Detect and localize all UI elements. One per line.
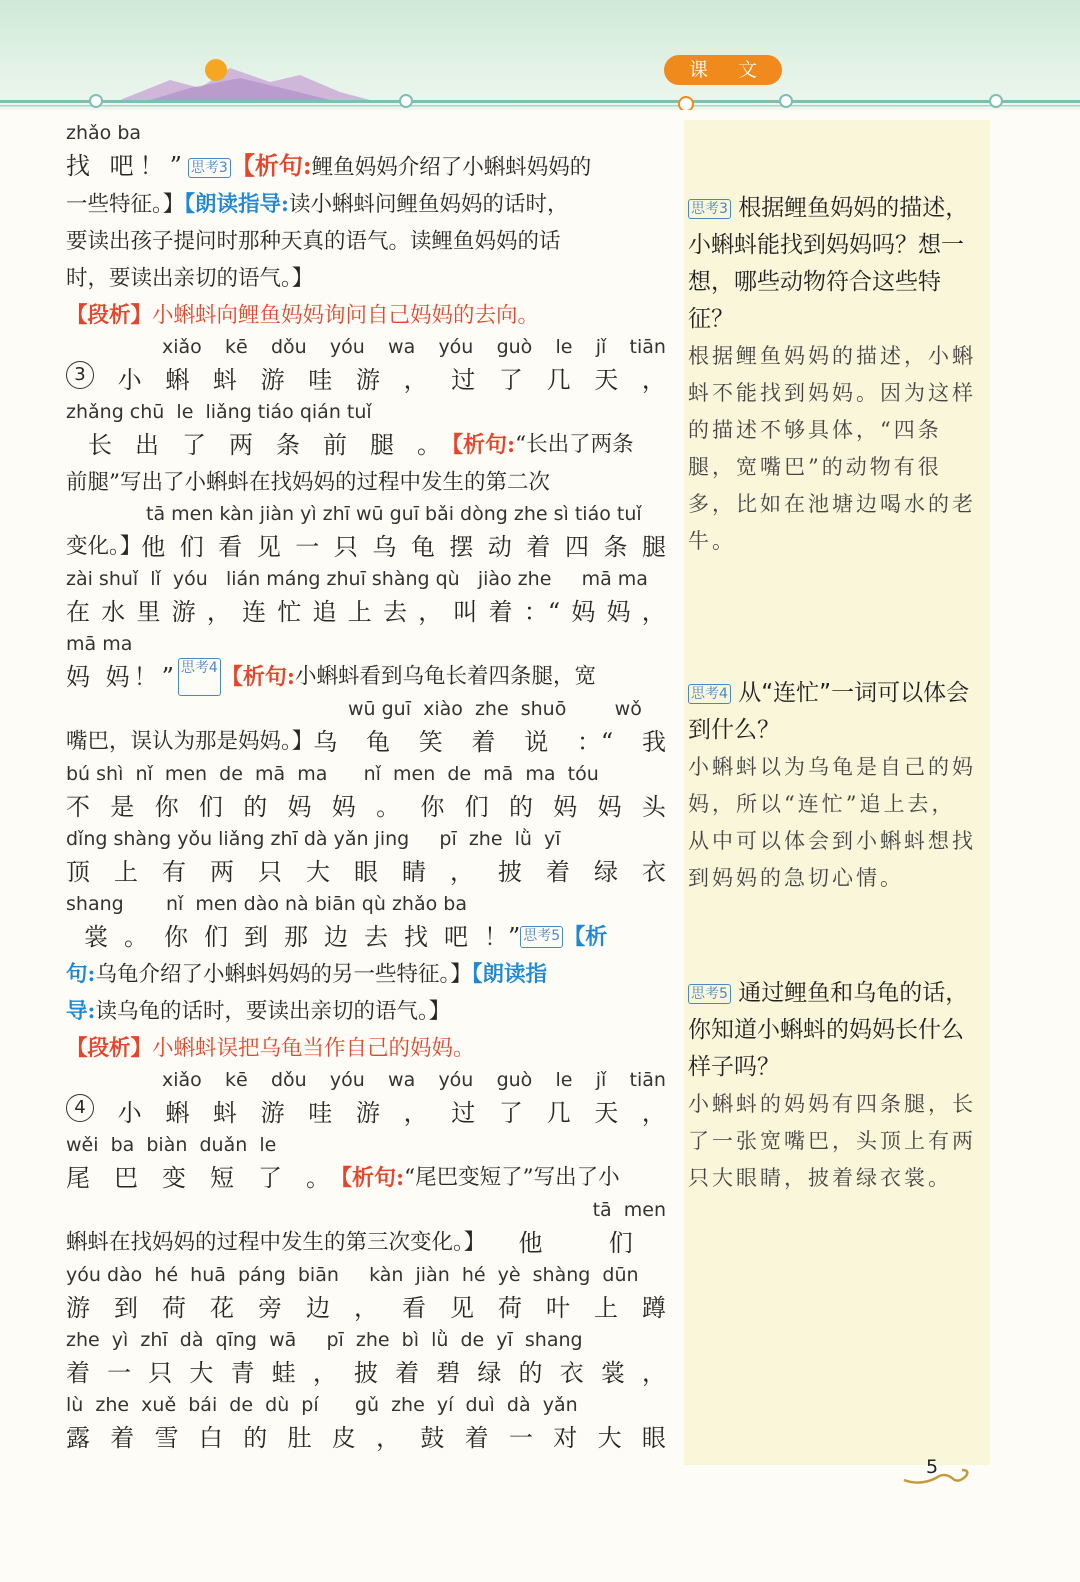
hanzi-char: 他	[141, 533, 166, 561]
paragraph-analysis-text: 小蝌蚪误把乌龟当作自己的妈妈。	[152, 1036, 475, 1061]
page-header	[0, 0, 1080, 110]
hanzi-char: ：“	[576, 728, 614, 756]
hanzi-char: ，	[450, 858, 474, 886]
analysis-text: 变化。】	[66, 534, 142, 559]
analysis-label: 【析句:	[330, 1165, 405, 1191]
hanzi-char: 的	[518, 1359, 543, 1387]
text-line	[66, 1354, 666, 1392]
hanzi-char: 看	[218, 533, 243, 561]
hanzi-char: 蹲	[642, 1294, 666, 1322]
hanzi-char: 边	[306, 1294, 330, 1322]
pinyin-line	[66, 334, 666, 361]
text-line	[66, 1289, 666, 1327]
hanzi-char: 。	[417, 431, 441, 459]
story-text	[141, 528, 666, 566]
hanzi-char: 小	[117, 366, 142, 394]
hanzi-char: 。	[306, 1164, 330, 1192]
hanzi-char: 那	[284, 923, 308, 951]
hanzi-char: 不	[66, 793, 90, 821]
hanzi-char: 。	[124, 923, 148, 951]
paragraph-number: 3	[66, 361, 94, 389]
hanzi-char: 一	[107, 1359, 132, 1387]
hanzi-char: ，	[403, 1099, 428, 1127]
text-line	[66, 1224, 666, 1262]
hanzi-char: 你	[164, 923, 188, 951]
hanzi-char: 上	[114, 858, 138, 886]
hanzi-char: 了	[498, 366, 523, 394]
hanzi-char: 青	[230, 1359, 255, 1387]
hanzi-char: 们	[204, 923, 228, 951]
hanzi-char: 蛙	[271, 1359, 296, 1387]
hanzi-char: 们	[179, 533, 204, 561]
text-line	[66, 788, 666, 826]
analysis-label: 【析	[563, 924, 608, 950]
hanzi-char: 的	[243, 793, 268, 821]
hanzi-char: 荷	[498, 1294, 522, 1322]
pinyin-line: lù zhe xuě bái de dù pí gǔ zhe yí duì dà yǎn	[66, 1394, 578, 1416]
question-answer: 小蝌蚪以为乌龟是自己的妈妈，所以“连忙”追上去，从中可以体会到小蝌蚪想找到妈妈的急切心情。	[688, 755, 976, 890]
pinyin-line: zài shuǐ lǐ yóu lián máng zhuī shàng qù jiào zhe mā ma	[66, 568, 648, 590]
hanzi-char: 去	[364, 923, 388, 951]
hanzi-char: 巴	[114, 1164, 138, 1192]
hanzi-char: 连	[242, 598, 267, 626]
hanzi-char: 上	[594, 1294, 618, 1322]
analysis-text: 鲤鱼妈妈介绍了小蝌蚪妈妈的	[311, 155, 592, 180]
hanzi-char: 在	[66, 598, 90, 626]
pinyin-syllable: yóu	[438, 336, 474, 358]
hanzi-char: 哇	[308, 1099, 333, 1127]
analysis-label: 【析句:	[220, 664, 295, 690]
pinyin-syllable: kē	[225, 1069, 248, 1091]
pinyin-syllable: tiān	[629, 1069, 666, 1091]
text-line: 要读出孩子提问时那种天真的语气。读鲤鱼妈妈的话	[66, 229, 561, 254]
hanzi-char: 着	[526, 533, 551, 561]
hanzi-char: 过	[451, 366, 476, 394]
question-title	[688, 675, 978, 749]
hanzi-char: 一	[295, 533, 320, 561]
hanzi-char: 鼓	[420, 1424, 445, 1452]
text-line	[66, 658, 666, 696]
hanzi-char: ，	[376, 1424, 401, 1452]
hanzi-char: 蚪	[212, 1099, 237, 1127]
pinyin-syllable: yóu	[438, 1069, 474, 1091]
hanzi-char: 两	[210, 858, 234, 886]
hanzi-char: 了	[258, 1164, 282, 1192]
hanzi-char: 荷	[162, 1294, 186, 1322]
pinyin-line: zhǎng chū le liǎng tiáo qián tuǐ	[66, 401, 372, 423]
hanzi-char: 乌	[313, 728, 338, 756]
hanzi-char: 着	[471, 728, 496, 756]
text-line	[66, 853, 666, 891]
think-tag: 思考5	[688, 984, 731, 1004]
hanzi-char: 绿	[594, 858, 618, 886]
pinyin-syllable: jǐ	[595, 336, 607, 358]
question-text: 根据鲤鱼妈妈的描述，小蝌蚪能找到妈妈吗？想一想，哪些动物符合这些特征？	[688, 195, 969, 332]
hanzi-char: 的	[243, 1424, 268, 1452]
hanzi-char: 摆	[449, 533, 474, 561]
hanzi-char: 蝌	[165, 1099, 190, 1127]
hanzi-char: 衣	[642, 858, 666, 886]
hanzi-char: 天	[594, 1099, 619, 1127]
hanzi-char: 只	[148, 1359, 173, 1387]
hanzi-char: 。	[376, 793, 401, 821]
reading-guide-label: 导:	[66, 999, 96, 1024]
hanzi-char: 变	[162, 1164, 186, 1192]
hanzi-char: ：“	[523, 598, 561, 626]
hanzi-char: 着	[546, 858, 570, 886]
hanzi-char: 条	[603, 533, 628, 561]
hanzi-char: 笑	[418, 728, 443, 756]
hanzi-char: 吧	[444, 923, 468, 951]
paragraph-number: 4	[66, 1094, 94, 1122]
reading-guide-label: 【朗读指导:	[184, 192, 289, 217]
pinyin-line: wū guī xiào zhe shuō wǒ	[348, 698, 642, 720]
hanzi-char: ，	[206, 598, 231, 626]
hanzi-char: 四	[564, 533, 589, 561]
hanzi-char: 只	[258, 858, 282, 886]
hanzi-char: 腿	[641, 533, 666, 561]
analysis-text: 嘴巴，误认为那是妈妈。】	[66, 729, 314, 754]
think-question-3	[688, 190, 978, 560]
hanzi-char: 妈	[597, 793, 622, 821]
hanzi-char: 叫	[453, 598, 478, 626]
hanzi-char: 妈	[606, 598, 631, 626]
hanzi-char: 前	[323, 431, 347, 459]
hanzi-char: ，	[641, 598, 666, 626]
hanzi-char: 着	[488, 598, 513, 626]
text-line	[66, 593, 666, 631]
hanzi-char: 你	[154, 793, 179, 821]
hanzi-char: 尾	[66, 1164, 90, 1192]
hanzi-char: 肚	[287, 1424, 312, 1452]
hanzi-char: 游	[66, 1294, 90, 1322]
hanzi-char: 顶	[66, 858, 90, 886]
pinyin-syllable: tiān	[629, 336, 666, 358]
hanzi-char: 两	[229, 431, 253, 459]
hanzi-char: 们	[464, 793, 489, 821]
text-line	[66, 723, 666, 761]
pinyin-line: tā men	[592, 1199, 666, 1221]
hanzi-char: 水	[101, 598, 126, 626]
hanzi-char: 游	[355, 1099, 380, 1127]
pinyin-syllable: guò	[496, 336, 533, 358]
hanzi-char: 是	[110, 793, 135, 821]
hanzi-char: ，	[418, 598, 443, 626]
hanzi-char: 雪	[154, 1424, 179, 1452]
analysis-text: 小蝌蚪看到乌龟长着四条腿，宽	[294, 664, 596, 689]
hanzi-char: 龟	[366, 728, 390, 756]
story-text	[66, 1159, 330, 1197]
analysis-text: “尾巴变短了”写出了小	[404, 1165, 620, 1190]
hanzi-char: 长	[88, 431, 112, 459]
hanzi-char: 大	[189, 1359, 214, 1387]
pinyin-line: shang nǐ men dào nà biān qù zhǎo ba	[66, 893, 467, 915]
pinyin-line	[66, 1067, 666, 1094]
story-text	[313, 723, 666, 761]
main-text-column	[66, 120, 666, 1457]
hanzi-char: 大	[306, 858, 330, 886]
hanzi-char: ！”	[484, 923, 521, 951]
hanzi-char: 说	[524, 728, 549, 756]
reading-guide-text: 读乌龟的话时，要读出亲切的语气。】	[95, 999, 451, 1024]
hanzi-char: ，	[641, 1099, 666, 1127]
hanzi-char: 妈	[331, 793, 356, 821]
hanzi-char: 眼	[641, 1424, 666, 1452]
hanzi-char: 裳	[600, 1359, 625, 1387]
hanzi-char: 眼	[354, 858, 378, 886]
text-line	[66, 426, 666, 464]
text-line	[66, 528, 666, 566]
hanzi-char: 们	[608, 1229, 633, 1257]
pinyin-line: dǐng shàng yǒu liǎng zhī dà yǎn jing pī zhe lǜ yī	[66, 828, 561, 850]
hanzi-char: 花	[210, 1294, 234, 1322]
text-line: 前腿”写出了小蝌蚪在找妈妈的过程中发生的第二次	[66, 470, 550, 495]
analysis-label: 【析句:	[441, 432, 516, 458]
hanzi-char: 哇	[308, 366, 333, 394]
question-title	[688, 975, 978, 1086]
pinyin-line: tā men kàn jiàn yì zhī wū guī bǎi dòng zhe sì tiáo tuǐ	[146, 503, 642, 525]
page-ornament	[900, 1462, 980, 1488]
think-question-5	[688, 975, 978, 1197]
think-sidebar	[684, 120, 990, 1465]
hanzi-char: 到	[244, 923, 268, 951]
text-line: 时，要读出亲切的语气。】	[66, 266, 314, 291]
hanzi-char: 露	[66, 1424, 90, 1452]
pinyin-syllable: jǐ	[595, 1069, 607, 1091]
think-tag: 思考5	[520, 926, 563, 948]
hanzi-char: ，	[403, 366, 428, 394]
hanzi-char: 衣	[559, 1359, 584, 1387]
hanzi-char: 找	[404, 923, 428, 951]
paragraph-analysis-label: 【段析】	[66, 1036, 153, 1061]
hanzi-char: 见	[450, 1294, 474, 1322]
pinyin-syllable: xiǎo	[162, 336, 202, 358]
hanzi-char: 白	[198, 1424, 223, 1452]
text-line	[66, 956, 666, 993]
hanzi-char: 一	[508, 1424, 533, 1452]
analysis-label: 句:	[66, 962, 96, 987]
hanzi-char: 只	[333, 533, 358, 561]
hanzi-char: 几	[546, 1099, 571, 1127]
pinyin-syllable: dǒu	[270, 336, 307, 358]
hanzi-char: 游	[355, 366, 380, 394]
hanzi-char: 追	[312, 598, 337, 626]
hanzi-char: 大	[597, 1424, 622, 1452]
analysis-text: 蝌蚪在找妈妈的过程中发生的第三次变化。】	[66, 1230, 486, 1255]
paragraph-analysis-text: 小蝌蚪向鲤鱼妈妈询问自己妈妈的去向。	[152, 303, 540, 328]
hanzi-char: 的	[508, 793, 533, 821]
text-line	[66, 1094, 666, 1132]
analysis-label: 【析句:	[230, 151, 312, 180]
hanzi-char: 天	[594, 366, 619, 394]
analysis-text: 一些特征。】	[66, 192, 185, 217]
hanzi-char: 上	[347, 598, 372, 626]
analysis-text: “长出了两条	[515, 432, 634, 457]
hanzi-char: 游	[171, 598, 196, 626]
paragraph-analysis	[66, 1030, 666, 1067]
hanzi-char: 腿	[370, 431, 394, 459]
hanzi-char: 妈	[287, 793, 312, 821]
hanzi-char: 裳	[84, 923, 108, 951]
text-line	[66, 918, 666, 956]
pinyin-line: wěi ba biàn duǎn le	[66, 1134, 277, 1156]
hanzi-char: 妈	[553, 793, 578, 821]
hanzi-char: 着	[464, 1424, 489, 1452]
pinyin-syllable: yóu	[329, 336, 365, 358]
hanzi-char: 妈	[571, 598, 596, 626]
think-tag: 思考3	[688, 199, 731, 219]
pinyin-syllable: kē	[225, 336, 248, 358]
hanzi-char: 出	[135, 431, 159, 459]
hanzi-char: 头	[641, 793, 666, 821]
hanzi-char: 了	[498, 1099, 523, 1127]
hanzi-char: 你	[420, 793, 445, 821]
question-answer: 根据鲤鱼妈妈的描述，小蝌蚪不能找到妈妈。因为这样的描述不够具体，“四条腿，宽嘴巴”的动物有很多，比如在池塘边喝水的老牛。	[688, 344, 976, 553]
hanzi-char: 小	[117, 1099, 142, 1127]
story-text	[485, 1224, 666, 1262]
hanzi-char: 看	[402, 1294, 426, 1322]
hanzi-char: 着	[66, 1359, 90, 1387]
hanzi-char: 着	[395, 1359, 420, 1387]
pinyin-line: bú shì nǐ men de mā ma nǐ men de mā ma tóu	[66, 763, 599, 785]
pinyin-text: zhǎo ba	[66, 122, 142, 144]
hanzi-char: 们	[198, 793, 223, 821]
paragraph-analysis-label: 【段析】	[66, 303, 153, 328]
hanzi-char: 到	[114, 1294, 138, 1322]
hanzi-char: 里	[136, 598, 161, 626]
hanzi-char: 对	[553, 1424, 578, 1452]
hanzi-char: 条	[276, 431, 300, 459]
reading-guide-label: 【朗读指	[471, 962, 547, 987]
story-text: 妈 妈！”	[66, 663, 178, 691]
hanzi-char: 有	[162, 858, 186, 886]
hanzi-char: 蝌	[165, 366, 190, 394]
hanzi-char: 披	[498, 858, 522, 886]
hanzi-char: 叶	[546, 1294, 570, 1322]
hanzi-char: 游	[260, 1099, 285, 1127]
pinyin-syllable: wa	[388, 336, 416, 358]
hanzi-char: 我	[641, 728, 666, 756]
think-tag: 思考4	[688, 684, 731, 704]
text-line	[66, 1159, 666, 1197]
hanzi-char: 披	[353, 1359, 378, 1387]
hanzi-char: ，	[312, 1359, 337, 1387]
question-title	[688, 190, 978, 338]
pinyin-syllable: wa	[388, 1069, 416, 1091]
header-decoration	[0, 0, 1080, 110]
reading-guide-text: 读小蝌蚪问鲤鱼妈妈的话时，	[288, 192, 569, 217]
hanzi-char: 忙	[277, 598, 302, 626]
think-question-4	[688, 675, 978, 897]
hanzi-char: 旁	[258, 1294, 282, 1322]
pinyin-syllable: le	[555, 1069, 573, 1091]
hanzi-char: 龟	[410, 533, 435, 561]
text-line	[66, 993, 666, 1030]
text-line	[66, 147, 666, 186]
question-text: 从“连忙”一词可以体会到什么？	[688, 680, 970, 743]
hanzi-char: 几	[546, 366, 571, 394]
section-tab: 课 文	[664, 55, 782, 85]
text-line	[66, 186, 666, 223]
hanzi-char: 了	[182, 431, 206, 459]
hanzi-char: ，	[354, 1294, 378, 1322]
hanzi-char: 短	[210, 1164, 234, 1192]
story-text	[66, 426, 441, 464]
hanzi-char: 碧	[436, 1359, 461, 1387]
pinyin-syllable: dǒu	[270, 1069, 307, 1091]
story-text	[66, 918, 520, 956]
hanzi-char: 去	[382, 598, 407, 626]
hanzi-char: 睛	[402, 858, 426, 886]
pinyin-syllable: le	[555, 336, 573, 358]
hanzi-char: 乌	[372, 533, 397, 561]
question-text: 通过鲤鱼和乌龟的话，你知道小蝌蚪的妈妈长什么样子吗？	[688, 980, 969, 1080]
text-line	[66, 361, 666, 399]
hanzi-char: 见	[256, 533, 281, 561]
page-number: 5	[926, 1456, 939, 1478]
think-tag: 思考4	[178, 658, 221, 696]
pinyin-line: yóu dào hé huā páng biān kàn jiàn hé yè shàng dūn	[66, 1264, 639, 1286]
pinyin-syllable: xiǎo	[162, 1069, 202, 1091]
hanzi-char: 皮	[331, 1424, 356, 1452]
hanzi-char: 他	[518, 1229, 543, 1257]
hanzi-char: 游	[260, 366, 285, 394]
pinyin-line: zhe yì zhī dà qīng wā pī zhe bì lǜ de yī shang	[66, 1329, 583, 1351]
text-line	[66, 1419, 666, 1457]
analysis-text: 乌龟介绍了小蝌蚪妈妈的另一些特征。】	[95, 962, 472, 987]
question-answer: 小蝌蚪的妈妈有四条腿，长了一张宽嘴巴，头顶上有两只大眼睛，披着绿衣裳。	[688, 1092, 976, 1190]
pinyin-line: mā ma	[66, 633, 133, 655]
hanzi-char: 着	[110, 1424, 135, 1452]
hanzi-char: 绿	[477, 1359, 502, 1387]
hanzi-char: 蚪	[212, 366, 237, 394]
hanzi-char: 边	[324, 923, 348, 951]
story-text: 找 吧！”	[66, 152, 188, 180]
pinyin-syllable: yóu	[329, 1069, 365, 1091]
paragraph-analysis	[66, 297, 666, 334]
hanzi-char: ，	[641, 366, 666, 394]
pinyin-syllable: guò	[496, 1069, 533, 1091]
hanzi-char: 过	[451, 1099, 476, 1127]
hanzi-char: ，	[641, 1359, 666, 1387]
pinyin-line	[66, 120, 666, 147]
hanzi-char: 动	[487, 533, 512, 561]
think-tag: 思考3	[188, 158, 231, 178]
